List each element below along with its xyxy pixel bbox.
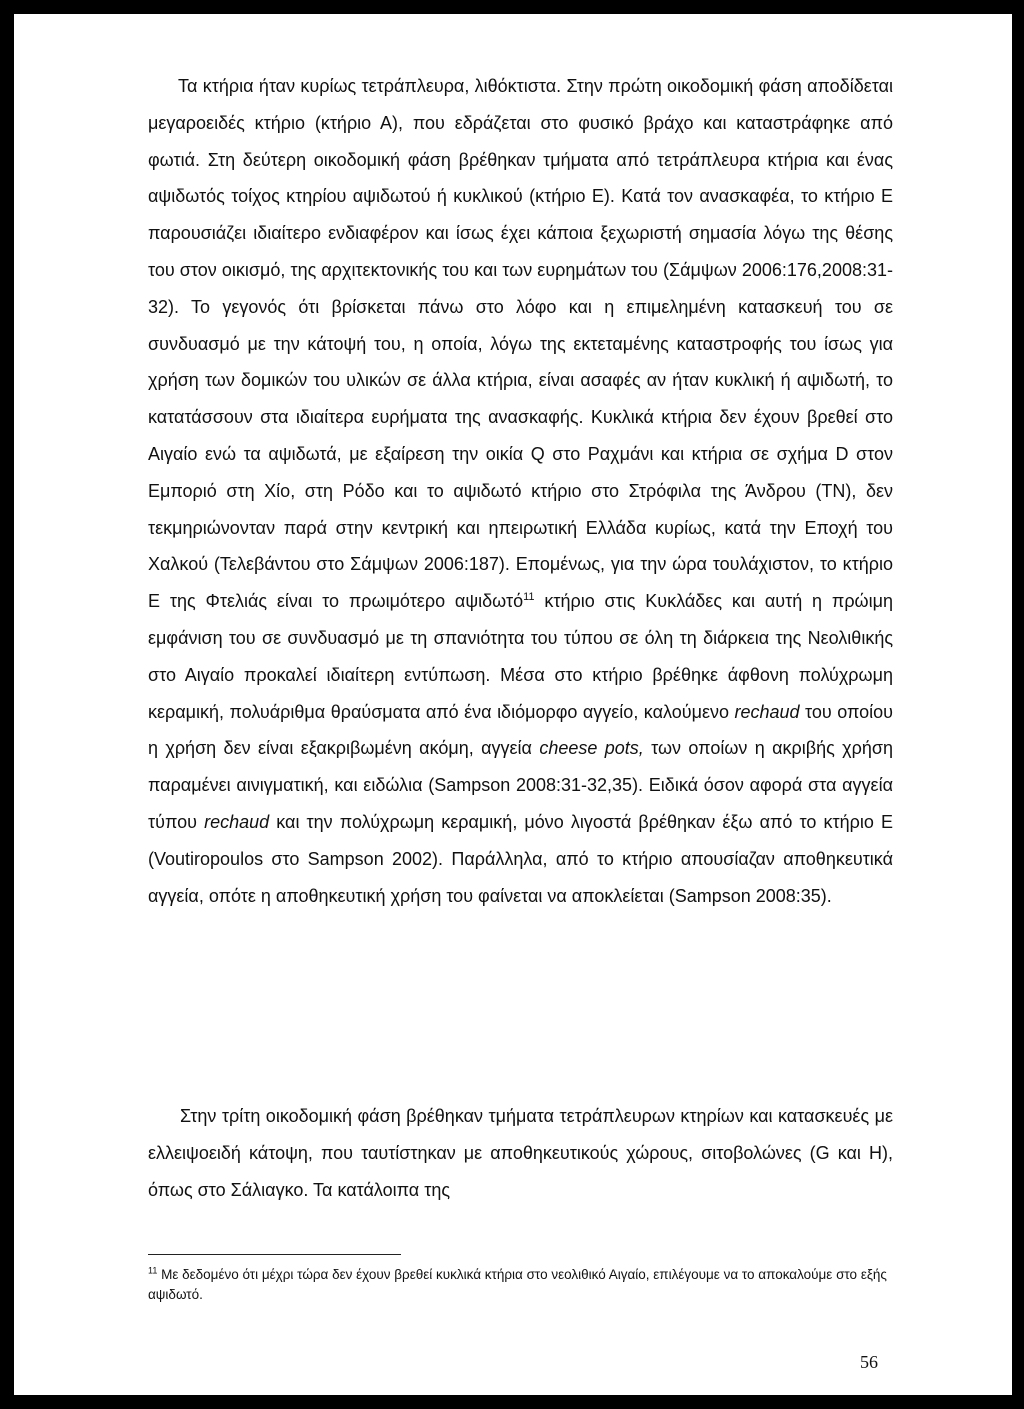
term-rechaud: rechaud bbox=[734, 701, 800, 722]
term-cheese-pots: cheese pots, bbox=[539, 738, 644, 759]
page-number: 56 bbox=[860, 1352, 878, 1372]
footnote-ref-11: 11 bbox=[523, 591, 535, 604]
paragraph-1-text-c: του οποίου η χρήση δεν είναι εξακριβωμένη ακόμη, αγγεία bbox=[148, 701, 893, 759]
footnote-separator bbox=[148, 1254, 401, 1255]
paragraph-1-text-e: και την πολύχρωμη κεραμική, μόνο λιγοστά βρέθηκαν έξω από το κτήριο Ε (Voutiropoulos στο Sampson 2002). Παράλληλα, από το κτήριο απουσίαζαν αποθηκευτικά αγγεία, οπότε η αποθηκευτική χρήση του φαίνεται να αποκλείεται (Sampson 2008:35). bbox=[148, 811, 893, 906]
footnote-text: Με δεδομένο ότι μέχρι τώρα δεν έχουν βρεθεί κυκλικά κτήρια στο νεολιθικό Αιγαίο, επιλέγουμε να το αποκαλούμε στο εξής αψιδωτό. bbox=[148, 1267, 887, 1302]
paragraph-1 bbox=[148, 68, 893, 914]
paragraph-1-text-d: των οποίων η ακριβής χρήση παραμένει αινιγματική, και ειδώλια (Sampson 2008:31-32,35). Ειδικά όσον αφορά στα αγγεία τύπου bbox=[148, 738, 893, 832]
document-page bbox=[14, 14, 1012, 1395]
term-rechaud-2: rechaud bbox=[204, 811, 270, 832]
footnote-11 bbox=[148, 1265, 893, 1305]
paragraph-1-text-a: Τα κτήρια ήταν κυρίως τετράπλευρα, λιθόκτιστα. Στην πρώτη οικοδομική φάση αποδίδεται μεγαροειδές κτήριο (κτήριο Α), που εδράζεται στο φυσικό βράχο και καταστράφηκε από φωτιά. Στη δεύτερη οικοδομική φάση βρέθηκαν τμήματα από τετράπλευρα κτήρια και ένας αψιδωτός τοίχος κτηρίου αψιδωτού ή κυκλικού (κτήριο Ε). Κατά τον ανασκαφέα, το κτήριο Ε παρουσιάζει ιδιαίτερο ενδιαφέρον και ίσως έχει κάποια ξεχωριστή σημασία λόγω της θέσης του στον οικισμό, της αρχιτεκτονικής του και των ευρημάτων του (Σάμψων 2006:176,2008:31-32). Το γεγονός ότι βρίσκεται πάνω στο λόφο και η επιμελημένη κατασκευή του σε συνδυασμό με την κάτοψή του, η οποία, λόγω της εκτεταμένης καταστροφής του ίσως για χρήση των δομικών του υλικών σε άλλα κτήρια, είναι ασαφές αν ήταν κυκλική ή αψιδωτή, το κατατάσσουν στα ιδιαίτερα ευρήματα της ανασκαφής. Κυκλικά κτήρια δεν έχουν βρεθεί στο Αιγαίο ενώ τα αψιδωτά, με εξαίρεση την οικία Q στο Ραχμάνι και κτήρια σε σχήμα D στον Εμποριό στη Χίο, στη Ρόδο και το αψιδωτό κτήριο στο Στρόφιλα της Άνδρου (ΤΝ), δεν τεκμηριώνονταν παρά στην κεντρική και ηπειρωτική Ελλάδα κυρίως, κατά την Εποχή του Χαλκού (Τελεβάντου στο Σάμψων 2006:187). Επομένως, για την ώρα τουλάχιστον, το κτήριο Ε της Φτελιάς είναι το πρωιμότερο αψιδωτό bbox=[148, 76, 893, 612]
paragraph-2: Στην τρίτη οικοδομική φάση βρέθηκαν τμήματα τετράπλευρων κτηρίων και κατασκευές με ελλειψοειδή κάτοψη, που ταυτίστηκαν με αποθηκευτικούς χώρους, σιτοβολώνες (G και Η), όπως στο Σάλιαγκο. Τα κατάλοιπα της bbox=[148, 1106, 893, 1200]
paragraph-1-text-b: κτήριο στις Κυκλάδες και αυτή η πρώιμη εμφάνιση του σε συνδυασμό με τη σπανιότητα του τύπου σε όλη τη διάρκεια της Νεολιθικής στο Αιγαίο προκαλεί ιδιαίτερη εντύπωση. Μέσα στο κτήριο βρέθηκε άφθονη πολύχρωμη κεραμική, πολυάριθμα θραύσματα από ένα ιδιόμορφο αγγείο, καλούμενο bbox=[148, 591, 893, 722]
footnote-number: 11 bbox=[148, 1265, 158, 1276]
